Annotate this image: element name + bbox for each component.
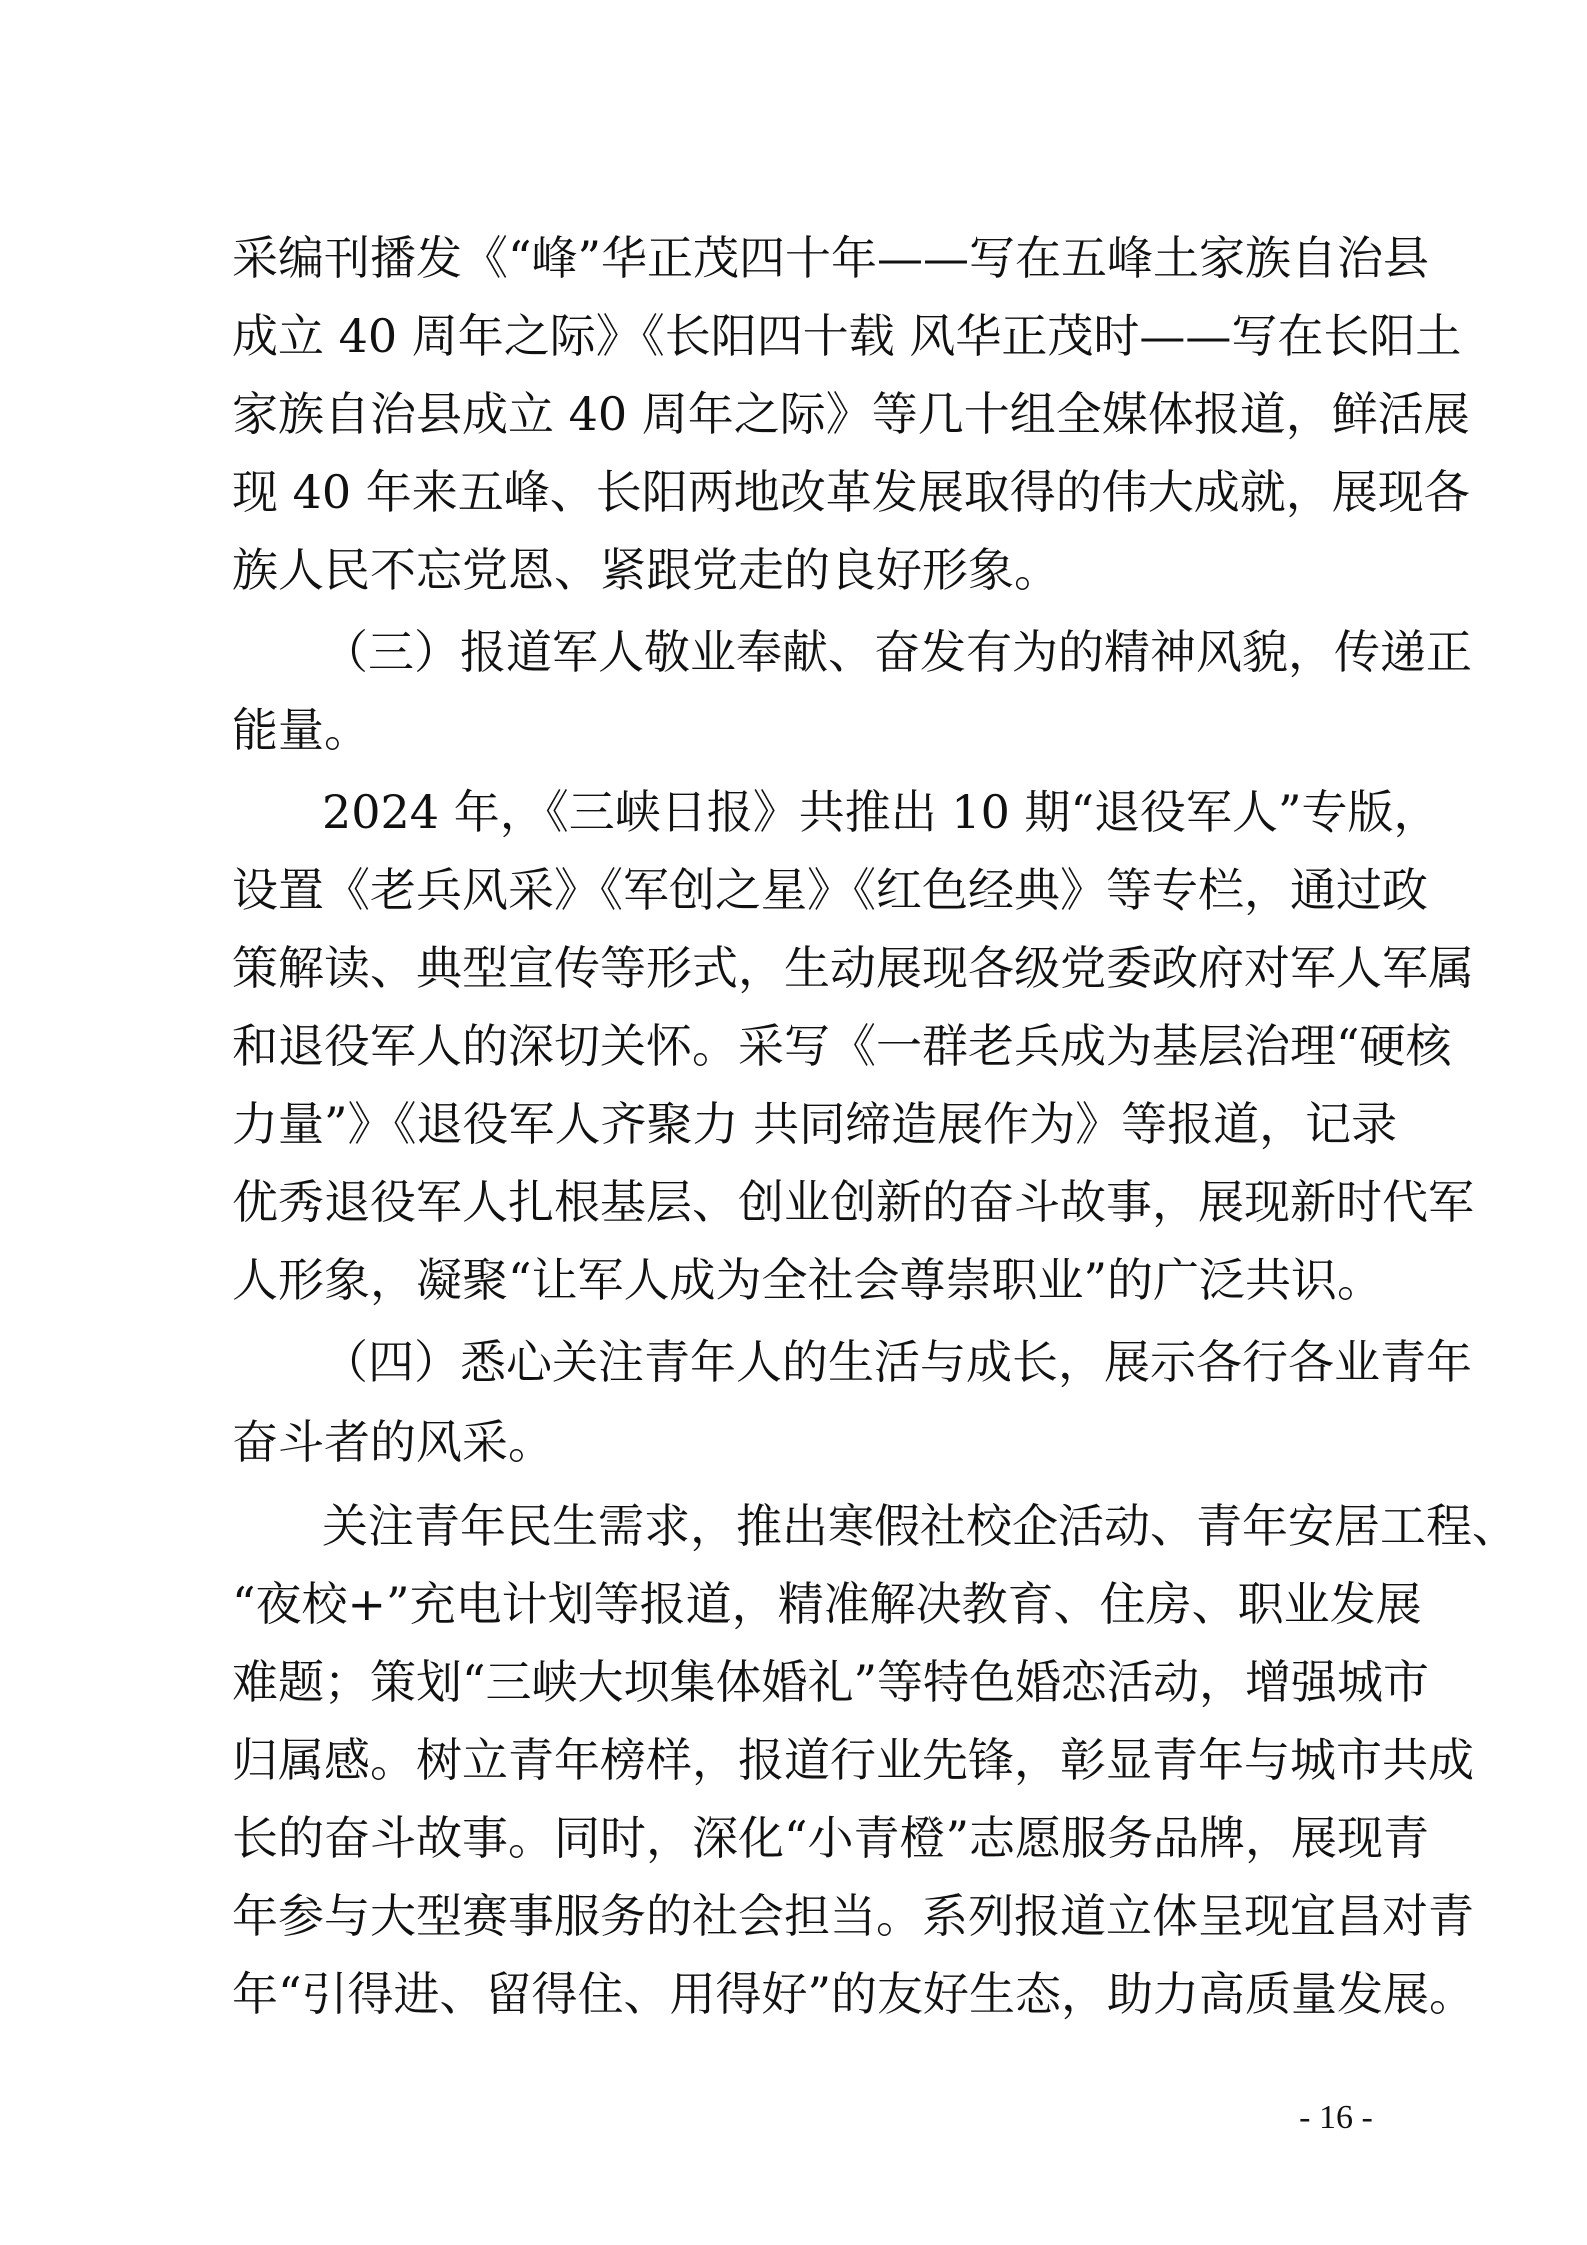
paragraph-line: 家族自治县成立 40 周年之际》等几十组全媒体报道，鲜活展 <box>232 387 1470 441</box>
paragraph-line: 归属感。树立青年榜样，报道行业先锋，彰显青年与城市共成 <box>232 1733 1474 1787</box>
section-heading: （四）悉心关注青年人的生活与成长，展示各行各业青年 <box>322 1335 1472 1389</box>
paragraph-line: 成立 40 周年之际》《长阳四十载 风华正茂时——写在长阳土 <box>232 309 1462 363</box>
paragraph-line: 年“引得进、留得住、用得好”的友好生态，助力高质量发展。 <box>232 1967 1476 2021</box>
paragraph-line: 力量”》《退役军人齐聚力 共同缔造展作为》等报道，记录 <box>232 1097 1398 1151</box>
paragraph-line: “夜校+”充电计划等报道，精准解决教育、住房、职业发展 <box>232 1577 1422 1631</box>
section-heading: 奋斗者的风采。 <box>232 1415 554 1469</box>
paragraph-line: 年参与大型赛事服务的社会担当。系列报道立体呈现宜昌对青 <box>232 1889 1474 1943</box>
paragraph-line: 和退役军人的深切关怀。采写《一群老兵成为基层治理“硬核 <box>232 1019 1452 1073</box>
page-number: - 16 - <box>1299 2099 1373 2136</box>
section-heading: 能量。 <box>232 703 370 757</box>
section-heading: （三）报道军人敬业奉献、奋发有为的精神风貌，传递正 <box>322 625 1472 679</box>
paragraph-line: 2024 年，《三峡日报》共推出 10 期“退役军人”专版， <box>322 785 1440 839</box>
paragraph-line: 现 40 年来五峰、长阳两地改革发展取得的伟大成就，展现各 <box>232 465 1470 519</box>
paragraph-line: 优秀退役军人扎根基层、创业创新的奋斗故事，展现新时代军 <box>232 1175 1474 1229</box>
paragraph-line: 族人民不忘党恩、紧跟党走的良好形象。 <box>232 543 1060 597</box>
paragraph-line: 策解读、典型宣传等形式，生动展现各级党委政府对军人军属 <box>232 941 1474 995</box>
paragraph-line: 关注青年民生需求，推出寒假社校企活动、青年安居工程、 <box>322 1499 1518 1553</box>
paragraph-line: 长的奋斗故事。同时，深化“小青橙”志愿服务品牌，展现青 <box>232 1811 1430 1865</box>
paragraph-line: 采编刊播发《“峰”华正茂四十年——写在五峰土家族自治县 <box>232 231 1430 285</box>
paragraph-line: 难题；策划“三峡大坝集体婚礼”等特色婚恋活动，增强城市 <box>232 1655 1430 1709</box>
paragraph-line: 设置《老兵风采》《军创之星》《红色经典》等专栏，通过政 <box>232 863 1428 917</box>
paragraph-line: 人形象，凝聚“让军人成为全社会尊崇职业”的广泛共识。 <box>232 1253 1384 1307</box>
